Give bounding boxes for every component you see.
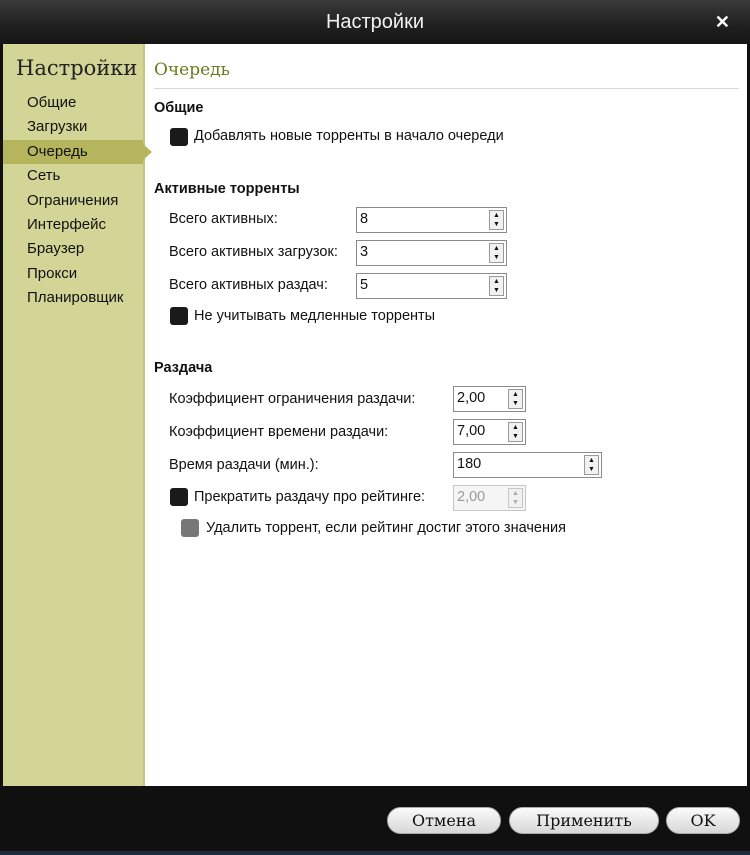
- ratio-limit-stepper[interactable]: [508, 389, 523, 409]
- seed-time-stepper[interactable]: [584, 455, 599, 475]
- up-arrow-icon[interactable]: ▲: [512, 424, 519, 431]
- sidebar-item-network[interactable]: Сеть: [27, 167, 61, 185]
- stop-ratio-input: [457, 489, 507, 505]
- down-arrow-icon[interactable]: ▼: [512, 433, 519, 440]
- active-downloads-spinbox[interactable]: [356, 240, 507, 266]
- section-seeding-heading: Раздача: [154, 360, 213, 376]
- active-downloads-label: Всего активных загрузок:: [169, 244, 338, 260]
- active-uploads-input[interactable]: [360, 277, 460, 293]
- down-arrow-icon[interactable]: ▼: [493, 221, 500, 228]
- settings-content: [145, 44, 747, 786]
- sidebar-item-downloads[interactable]: Загрузки: [27, 118, 88, 136]
- ratio-limit-input[interactable]: [457, 390, 507, 406]
- sidebar-item-scheduler[interactable]: Планировщик: [27, 289, 124, 307]
- stop-ratio-stepper: [508, 488, 523, 508]
- sidebar-item-interface[interactable]: Интерфейс: [27, 215, 107, 233]
- up-arrow-icon[interactable]: ▲: [493, 245, 500, 252]
- apply-button[interactable]: Применить: [509, 807, 659, 834]
- up-arrow-icon[interactable]: ▲: [588, 457, 595, 464]
- down-arrow-icon[interactable]: ▼: [493, 287, 500, 294]
- total-active-label: Всего активных:: [169, 211, 278, 227]
- ignore-slow-label: Не учитывать медленные торренты: [194, 308, 436, 324]
- page-title: Очередь: [154, 60, 230, 80]
- time-ratio-stepper[interactable]: [508, 422, 523, 442]
- dialog-body: [3, 44, 747, 786]
- stop-seeding-label: Прекратить раздачу про рейтинге:: [194, 489, 426, 505]
- add-to-top-label: Добавлять новые торренты в начало очереди: [194, 128, 504, 144]
- active-uploads-stepper[interactable]: [489, 276, 504, 296]
- sidebar-item-browser[interactable]: Браузер: [27, 240, 85, 258]
- sidebar: [3, 44, 145, 786]
- total-active-spinbox[interactable]: [356, 207, 507, 233]
- down-arrow-icon[interactable]: ▼: [512, 400, 519, 407]
- seed-time-spinbox[interactable]: [453, 452, 602, 478]
- seed-time-input[interactable]: [457, 456, 557, 472]
- down-arrow-icon[interactable]: ▼: [588, 466, 595, 473]
- time-ratio-spinbox[interactable]: [453, 419, 526, 445]
- delete-torrent-checkbox[interactable]: [181, 519, 199, 537]
- down-arrow-icon: ▼: [512, 499, 519, 506]
- ok-button[interactable]: OK: [666, 807, 740, 834]
- cancel-button[interactable]: Отмена: [387, 807, 501, 834]
- title-bar: [0, 0, 750, 44]
- total-active-input[interactable]: [360, 211, 460, 227]
- active-downloads-stepper[interactable]: [489, 243, 504, 263]
- sidebar-item-limits[interactable]: Ограничения: [27, 191, 119, 209]
- sidebar-heading: Настройки: [16, 56, 138, 80]
- add-to-top-checkbox[interactable]: [170, 128, 188, 146]
- sidebar-nav: [3, 91, 143, 311]
- sidebar-item-general[interactable]: Общие: [27, 94, 77, 111]
- section-active-heading: Активные торренты: [154, 181, 300, 197]
- section-general-heading: Общие: [154, 100, 204, 116]
- up-arrow-icon: ▲: [512, 490, 519, 497]
- ignore-slow-checkbox[interactable]: [170, 307, 188, 325]
- sidebar-item-queue[interactable]: Очередь: [3, 140, 143, 164]
- active-uploads-spinbox[interactable]: [356, 273, 507, 299]
- ratio-limit-spinbox[interactable]: [453, 386, 526, 412]
- window-bottom-edge: [0, 851, 750, 855]
- stop-seeding-checkbox[interactable]: [170, 488, 188, 506]
- total-active-stepper[interactable]: [489, 210, 504, 230]
- dialog-footer: [0, 786, 750, 855]
- delete-torrent-label: Удалить торрент, если рейтинг достиг этого значения: [206, 520, 566, 536]
- time-ratio-input[interactable]: [457, 423, 507, 439]
- ratio-limit-label: Коэффициент ограничения раздачи:: [169, 391, 416, 407]
- title-divider: [154, 88, 739, 89]
- active-uploads-label: Всего активных раздач:: [169, 277, 328, 293]
- time-ratio-label: Коэффициент времени раздачи:: [169, 424, 389, 440]
- seed-time-label: Время раздачи (мин.):: [169, 457, 319, 473]
- stop-ratio-spinbox: [453, 485, 526, 511]
- close-icon[interactable]: ✕: [714, 12, 730, 32]
- up-arrow-icon[interactable]: ▲: [512, 391, 519, 398]
- active-downloads-input[interactable]: [360, 244, 460, 260]
- up-arrow-icon[interactable]: ▲: [493, 278, 500, 285]
- sidebar-item-proxy[interactable]: Прокси: [27, 264, 78, 282]
- down-arrow-icon[interactable]: ▼: [493, 254, 500, 261]
- window-title: Настройки: [325, 11, 425, 33]
- up-arrow-icon[interactable]: ▲: [493, 212, 500, 219]
